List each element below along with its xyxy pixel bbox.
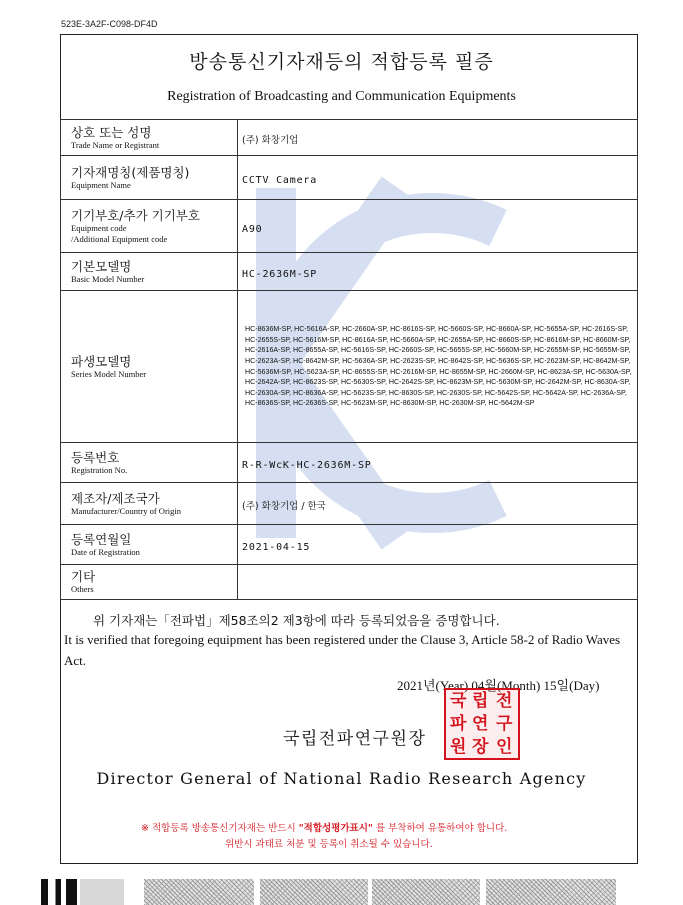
row-equipment-code (61, 200, 638, 253)
label-additional-code-en: /Additional Equipment code (71, 233, 168, 244)
label-equipment-code-en: Equipment code (71, 222, 127, 233)
qr-code (41, 879, 77, 905)
issuer-title-en: Director General of National Radio Research Agency (96, 769, 587, 788)
seal-char: 인 (496, 737, 513, 757)
row-others (61, 565, 638, 600)
seal-char: 연 (472, 714, 489, 734)
security-pattern (486, 879, 616, 905)
label-basic-model-en: Basic Model Number (71, 273, 145, 284)
qr-code-secondary (80, 879, 124, 905)
label-series-model-ko: 파생모델명 (71, 353, 132, 369)
value-registration-no: R-R-WcK-HC-2636M-SP (242, 460, 372, 471)
label-others-ko: 기타 (71, 569, 96, 584)
label-date-en: Date of Registration (71, 546, 140, 557)
label-trade-name-en: Trade Name or Registrant (71, 139, 160, 150)
value-manufacturer: (주) 화창기업 / 한국 (242, 501, 326, 512)
value-equipment-code: A90 (242, 223, 263, 235)
label-manufacturer-ko: 제조자/제조국가 (71, 490, 160, 506)
label-date-ko: 등록연월일 (71, 531, 132, 547)
row-basic-model (61, 253, 638, 291)
label-registration-no-ko: 등록번호 (71, 449, 120, 465)
seal-char: 립 (472, 691, 489, 711)
row-manufacturer (61, 483, 638, 525)
registration-table (60, 119, 638, 600)
label-equipment-name-en: Equipment Name (71, 179, 131, 190)
notice-prefix: ※ 적합등록 방송통신기자재는 반드시 (141, 823, 296, 834)
security-pattern (372, 879, 480, 905)
label-series-model-en: Series Model Number (71, 368, 147, 379)
issue-date: 2021년(Year) 04월(Month) 15일(Day) (397, 678, 600, 693)
label-others-en: Others (71, 584, 94, 594)
seal-char: 장 (472, 737, 489, 757)
seal-char: 파 (450, 714, 467, 734)
value-date: 2021-04-15 (242, 542, 311, 553)
row-series-model (61, 291, 638, 443)
value-equipment-name: CCTV Camera (242, 175, 318, 186)
title-korean: 방송통신기자재등의 적합등록 필증 (189, 51, 494, 73)
security-pattern (144, 879, 254, 905)
label-manufacturer-en: Manufacturer/Country of Origin (71, 505, 181, 516)
seal-char: 국 (450, 691, 467, 711)
notice-highlight: "적합성평가표시" (298, 823, 373, 834)
security-pattern (260, 879, 368, 905)
notice-suffix: 를 부착하여 유통하여야 합니다. (375, 823, 508, 834)
seal-char: 구 (496, 714, 513, 734)
official-seal (444, 688, 520, 760)
label-equipment-code-ko: 기기부호/추가 기기부호 (71, 207, 200, 223)
certification-statement-en: It is verified that foregoing equipment has been registered under the Clause 3, Article 58-2 of Radio Waves Act. (64, 632, 621, 668)
row-trade-name (61, 120, 638, 156)
row-equipment-name (61, 156, 638, 200)
seal-char: 원 (450, 737, 467, 757)
notice-line-2: 위반시 과태료 처분 및 등록이 취소될 수 있습니다. (225, 839, 433, 850)
seal-char: 전 (496, 691, 513, 711)
row-registration-no (61, 443, 638, 483)
document-id: 523E-3A2F-C098-DF4D (61, 19, 158, 29)
label-basic-model-ko: 기본모델명 (71, 258, 132, 274)
row-date-of-registration (61, 525, 638, 565)
notice-line-1 (141, 820, 507, 834)
value-basic-model: HC-2636M-SP (242, 269, 318, 280)
label-trade-name-ko: 상호 또는 성명 (71, 124, 152, 140)
value-series-models: HC-8636M-SP, HC-5616A-SP, HC-2660A-SP, HC-8616S-SP, HC-5660S-SP, HC-8660A-SP, HC-5655A-SP, HC-2616S-SP, HC-2655S-SP, HC-5616M-SP, HC-8616A-SP, HC-5660A-SP, HC-2655A-SP, HC-8660S-SP, HC-8616M-SP, HC-8660M-SP, HC-2616A-SP, HC-8655A-SP, HC-5616S-SP, HC-2660S-SP, HC-5655S-SP, HC-5660M-SP, HC-2655M-SP, HC-5655M-SP, HC-2623A-SP, HC-8642M-SP, HC-5636A-SP, HC-2623S-SP, HC-8642S-SP, HC-5636S-SP, HC-2623M-SP, HC-8642M-SP, HC-5636M-SP, HC-5623A-SP, HC-8655S-SP, HC-2616M-SP, HC-8655M-SP, HC-2660M-SP, HC-8623A-SP, HC-5630A-SP, HC-2642A-SP, HC-8623S-SP, HC-5630S-SP, HC-2642S-SP, HC-8623M-SP, HC-5630M-SP, HC-2642M-SP, HC-8630A-SP, HC-2630A-SP, HC-8636A-SP, HC-5623S-SP, HC-8630S-SP, HC-2630S-SP, HC-5642S-SP, HC-5642A-SP, HC-2636A-SP, HC-8636S-SP, HC-2636S-SP, HC-5623M-SP, HC-8630M-SP, HC-2630M-SP, HC-5642M-SP (245, 325, 632, 408)
label-equipment-name-ko: 기자재명칭(제품명칭) (71, 164, 190, 180)
title-english: Registration of Broadcasting and Communication Equipments (167, 89, 516, 104)
value-trade-name: (주) 화창기업 (242, 135, 299, 146)
issuer-title-ko: 국립전파연구원장 (283, 729, 427, 749)
label-registration-no-en: Registration No. (71, 464, 128, 475)
certification-statement-ko: 위 기자재는「전파법」제58조의2 제3항에 따라 등록되었음을 증명합니다. (93, 613, 500, 628)
